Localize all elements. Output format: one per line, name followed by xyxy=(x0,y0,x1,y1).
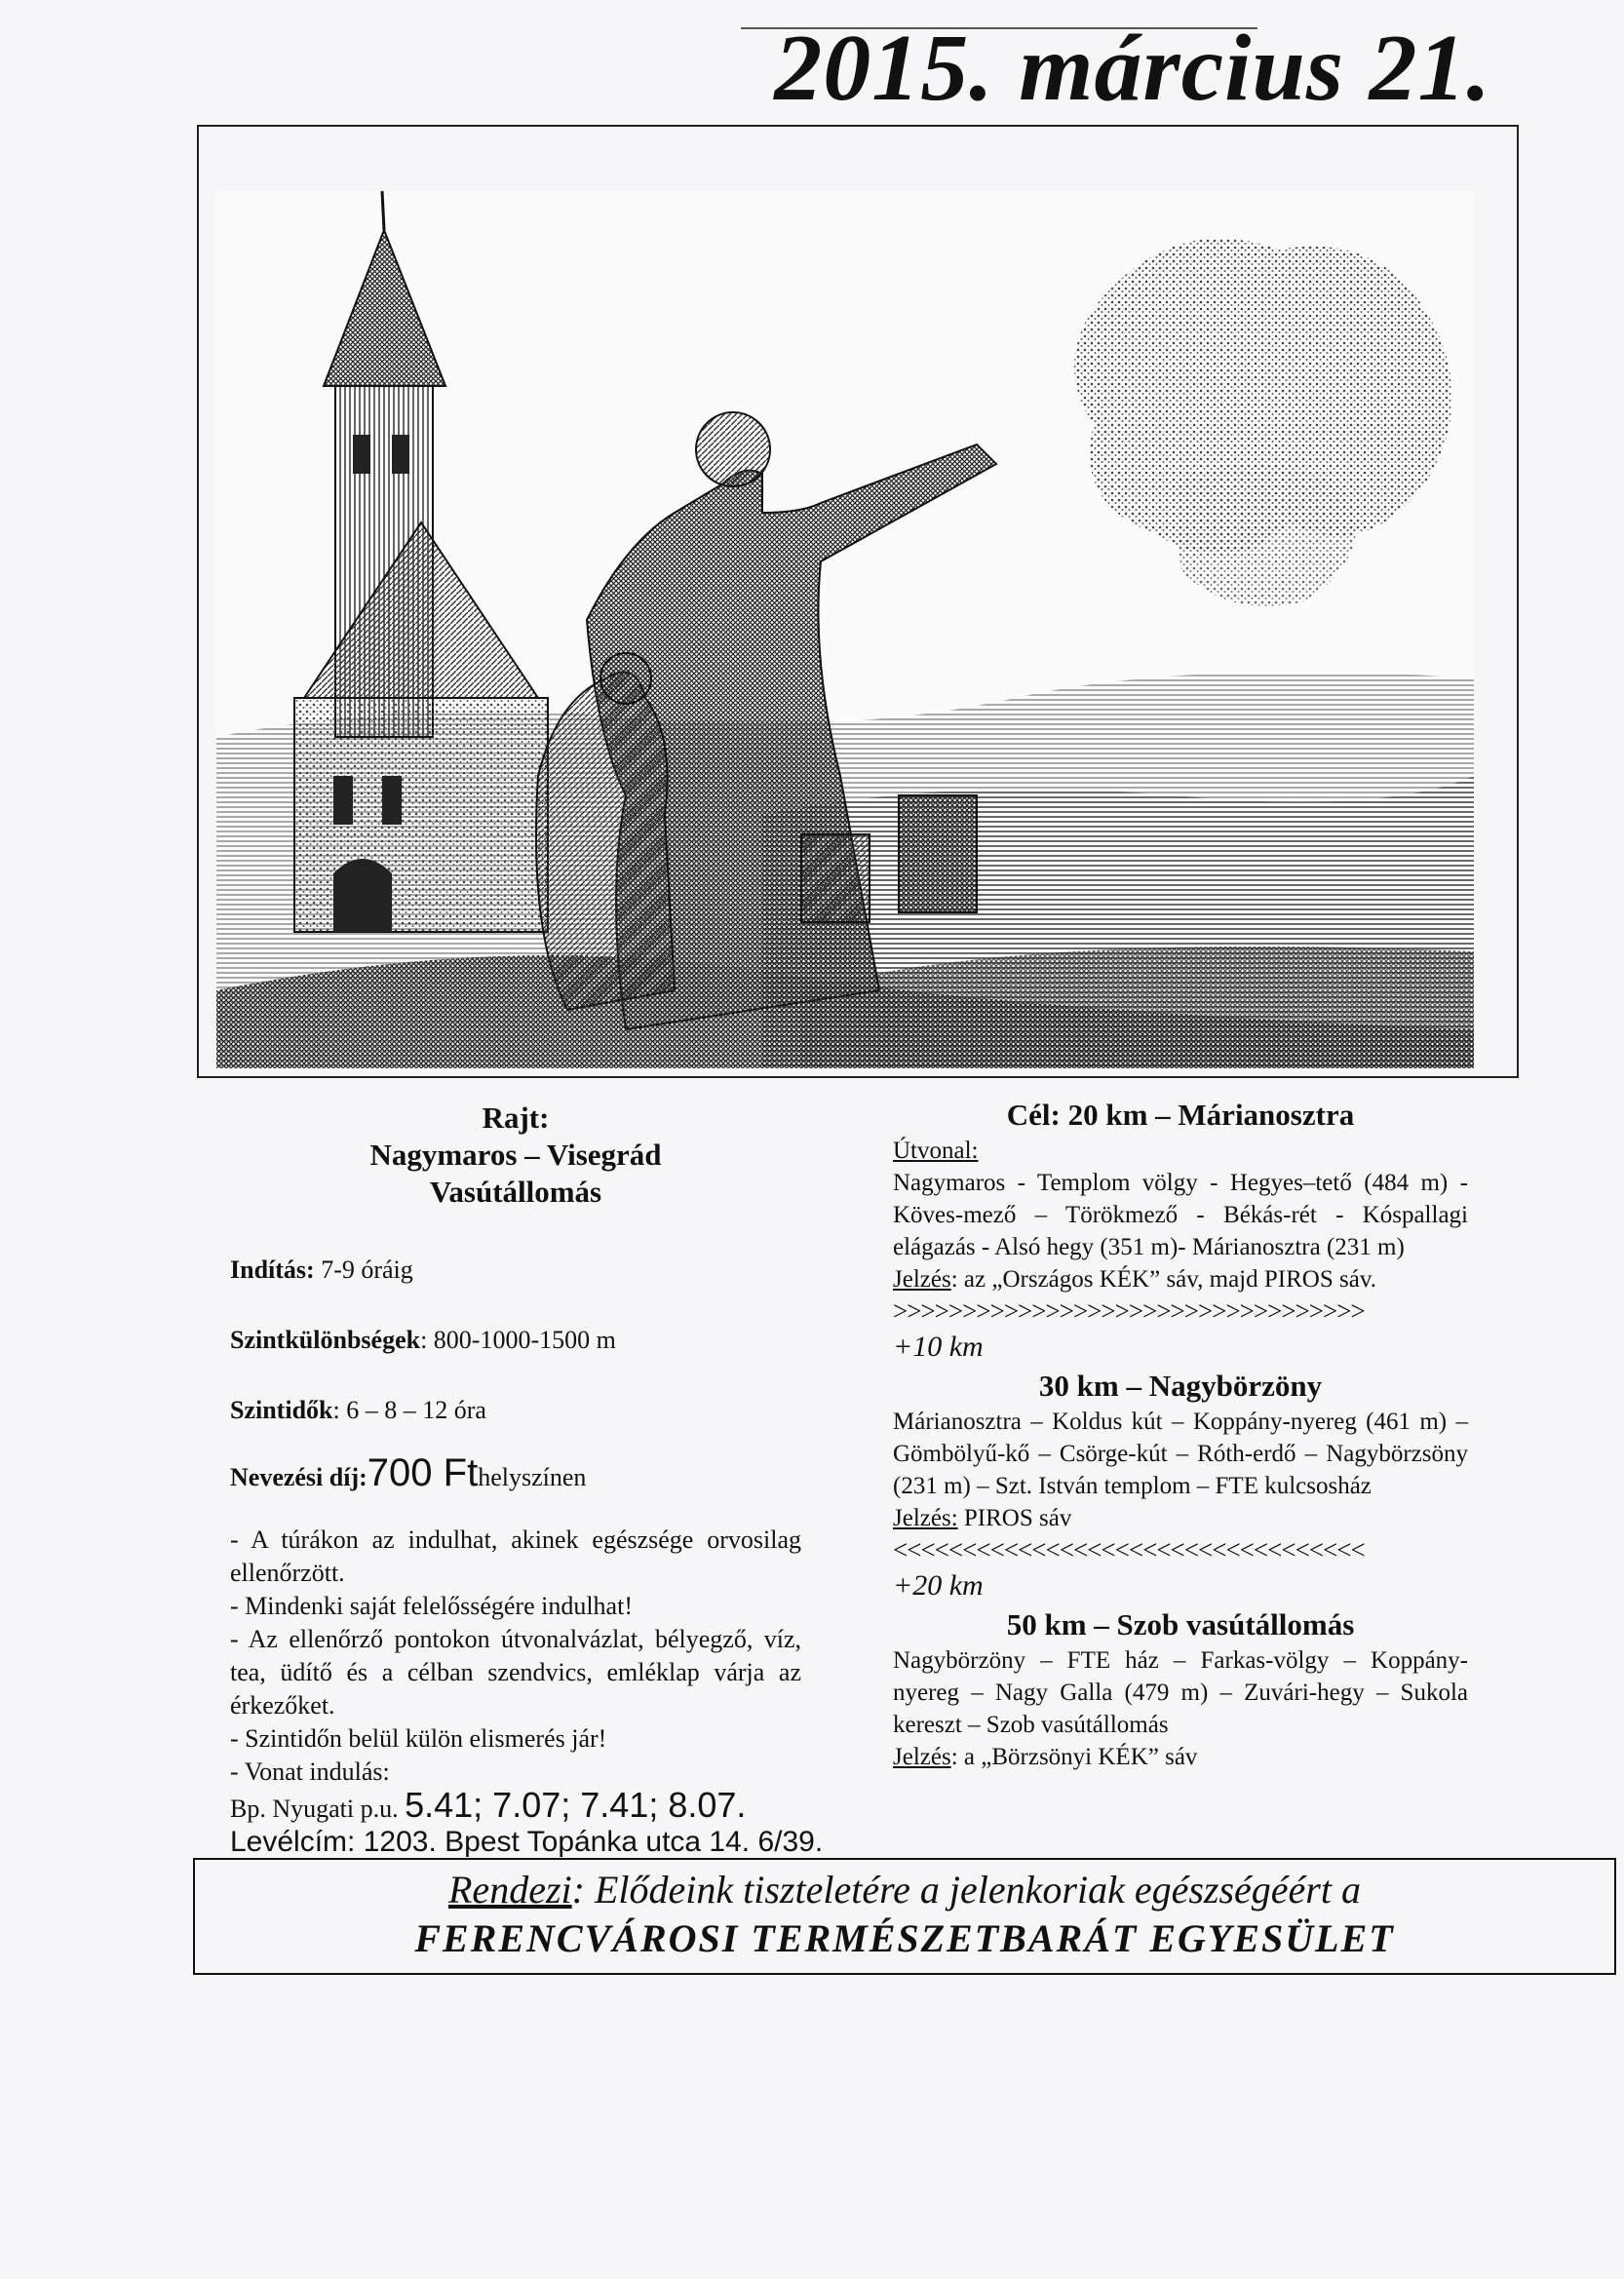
route-20-path: Nagymaros - Templom völgy - Hegyes–tető (484 m) - Köves-mező – Törökmező - Békás-rét - Kóspallagi elágazás - Alsó hegy (351 m)- Márianosztra (231 m) xyxy=(893,1170,1468,1260)
rule-responsibility: - Mindenki saját felelősségére indulhat! xyxy=(230,1592,633,1620)
inditas-value: 7-9 óráig xyxy=(314,1255,413,1284)
organizer-line xyxy=(195,1866,1614,1914)
rule-checkpoints: - Az ellenőrző pontokon útvonalvázlat, bélyegző, víz, tea, üdítő és a célban szendvics, emléklap várja az érkezőket. xyxy=(230,1625,801,1719)
plus-10-km: +10 km xyxy=(893,1331,984,1363)
route-20-title: Cél: 20 km – Márianosztra xyxy=(1006,1098,1355,1132)
szintkulonbseg-label: Szintkülönbségek xyxy=(230,1326,421,1354)
route-50-sign-line xyxy=(893,1741,1468,1773)
start-place: Nagymaros – Visegrád xyxy=(369,1138,662,1172)
nevezesi-dij-amount: 700 Ft xyxy=(367,1451,479,1494)
route-30-sign-line xyxy=(893,1502,1468,1534)
route-label: Útvonal: xyxy=(893,1138,979,1164)
organizer-label: Rendezi xyxy=(448,1868,572,1912)
route-30-sign: PIROS sáv xyxy=(957,1505,1072,1531)
nevezesi-dij-suffix: helyszínen xyxy=(478,1463,587,1491)
inditas-label: Indítás: xyxy=(230,1255,315,1284)
szintkulonbseg-line xyxy=(230,1324,801,1357)
route-30-title: 30 km – Nagybörzöny xyxy=(1038,1369,1323,1403)
route-30-path: Márianosztra – Koldus kút – Koppány-nyereg (461 m) – Gömbölyű-kő – Csörge-kút – Róth-erdő – Nagybörzsöny (231 m) – Szt. István templom – FTE kulcsosház xyxy=(893,1409,1468,1499)
szintkulonbseg-value: : 800-1000-1500 m xyxy=(420,1326,616,1354)
szintido-line xyxy=(230,1394,801,1427)
szintido-value: : 6 – 8 – 12 óra xyxy=(332,1396,486,1424)
organizer-name: FERENCVÁROSI TERMÉSZETBARÁT EGYESÜLET xyxy=(414,1916,1395,1960)
route-50-sign: : a „Börzsönyi KÉK” sáv xyxy=(950,1744,1198,1770)
train-station: Bp. Nyugati p.u. xyxy=(230,1795,399,1823)
route-20-sign: : az „Országos KÉK” sáv, majd PIROS sáv. xyxy=(950,1266,1376,1293)
train-times: 5.41; 7.07; 7.41; 8.07. xyxy=(405,1785,747,1825)
arrows-right: >>>>>>>>>>>>>>>>>>>>>>>>>>>>>>>>>> xyxy=(893,1296,1365,1326)
route-30-sign-label: Jelzés: xyxy=(893,1505,958,1531)
rule-train: - Vonat indulás: xyxy=(230,1758,390,1786)
start-info-column xyxy=(230,1100,824,1859)
nevezesi-dij-line xyxy=(230,1451,801,1494)
plus-20-km: +20 km xyxy=(893,1569,984,1602)
nevezesi-dij-label: Nevezési díj: xyxy=(230,1463,367,1491)
event-date: 2015. március 21. xyxy=(774,16,1491,121)
arrows-left: <<<<<<<<<<<<<<<<<<<<<<<<<<<<<<<<<< xyxy=(893,1535,1365,1564)
route-20-sign-line xyxy=(893,1263,1468,1295)
train-line xyxy=(230,1785,801,1826)
organizer-box xyxy=(193,1858,1616,1975)
route-50-sign-label: Jelzés xyxy=(893,1744,951,1770)
inditas-line xyxy=(230,1254,801,1287)
organizer-motto: : Elődeink tiszteletére a jelenkoriak egészségéért a xyxy=(571,1868,1361,1912)
szintido-label: Szintidők xyxy=(230,1396,333,1424)
start-station: Vasútállomás xyxy=(429,1175,602,1209)
routes-column xyxy=(893,1096,1468,1773)
route-50-path: Nagybörzöny – FTE ház – Farkas-völgy – Koppány-nyereg – Nagy Galla (479 m) – Zuvári-hegy – Sukola kereszt – Szob vasútállomás xyxy=(893,1647,1468,1738)
route-20-sign-label: Jelzés xyxy=(893,1266,951,1293)
rule-recognition: - Szintidőn belül külön elismerés jár! xyxy=(230,1724,607,1753)
illustration-monk-church-landscape xyxy=(216,191,1474,1068)
rule-health: - A túrákon az indulhat, akinek egészsége orvosilag ellenőrzött. xyxy=(230,1526,801,1587)
route-50-title: 50 km – Szob vasútállomás xyxy=(1006,1607,1355,1642)
start-heading: Rajt: xyxy=(482,1101,550,1135)
mailing-address: Levélcím: 1203. Bpest Topánka utca 14. 6/39. xyxy=(230,1826,824,1858)
